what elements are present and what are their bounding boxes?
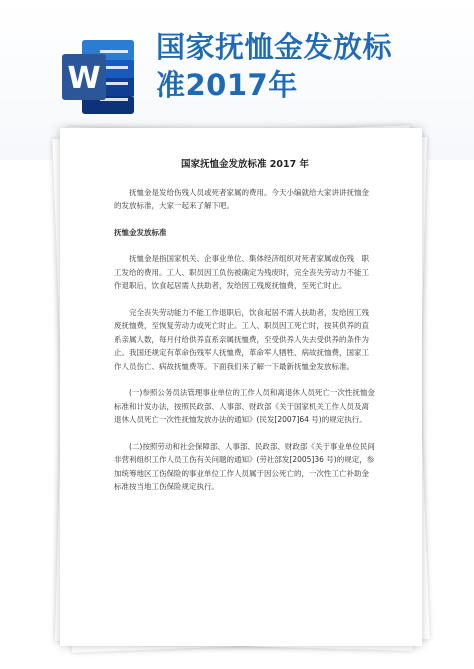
banner-title-line-1: 国家抚恤金发放标 <box>156 30 393 64</box>
banner-title <box>156 28 456 104</box>
paper-sheet-front <box>60 128 422 646</box>
word-logo-letter: W <box>67 61 101 96</box>
document-preview <box>60 128 422 648</box>
document-paragraph: 完全丧失劳动能力不能工作退职后，饮食起居不需人扶助者，发给因工残废抚恤费，至恢复劳动力或死亡时止。工人、职员因工死亡时，按其供养的直系亲属人数，每月付给供养直系亲属抚恤费，至受供养人失去受供养的条件为止。我国还规定有革命伤残军人抚恤费，革命军人牺牲、病故抚恤费，国家工作人员伤亡、病故抚恤费等。下面我们来了解一下最新抚恤金发放标准。 <box>114 307 369 371</box>
document-paragraph: (二)按照劳动和社会保障部、人事部、民政部、财政部《关于事业单位民间非营利组织工作人员工伤有关问题的通知》(劳社部发[2005]36 号)的规定，参加统筹地区工伤保险的事业单位工作人员属于因公死亡的，一次性工亡补助金标准按当地工伤保险规定执行。 <box>114 441 375 491</box>
banner-title-line-2: 准2017年 <box>156 68 298 102</box>
document-body <box>114 158 376 507</box>
document-title: 国家抚恤金发放标准 2017 年 <box>180 159 310 170</box>
section-heading: 抚恤金发放标准 <box>114 227 167 237</box>
document-paragraph: 抚恤金是发给伤残人员或死者家属的费用。今天小编就给大家讲讲抚恤金的发放标准，大家一起来了解下吧。 <box>114 187 369 210</box>
word-document-icon <box>60 34 136 120</box>
document-paragraph: 抚恤金是指国家机关、企事业单位、集体经济组织对死者家属或伤残 职工发给的费用。工人、职员因工负伤被确定为残废时，完全丧失劳动力不能工作退职后，饮食起居需人扶助者，发给因工残废抚恤费，至死亡时止。 <box>114 254 369 290</box>
document-paragraph: (一)参照公务员法管理事业单位的工作人员和离退休人员死亡一次性抚恤金标准和计发办法，按照民政部、人事部、财政部《关于国家机关工作人员及离退休人员死亡一次性抚恤发放办法的通知》(民发[2007]64 号)的规定执行。 <box>114 388 375 424</box>
